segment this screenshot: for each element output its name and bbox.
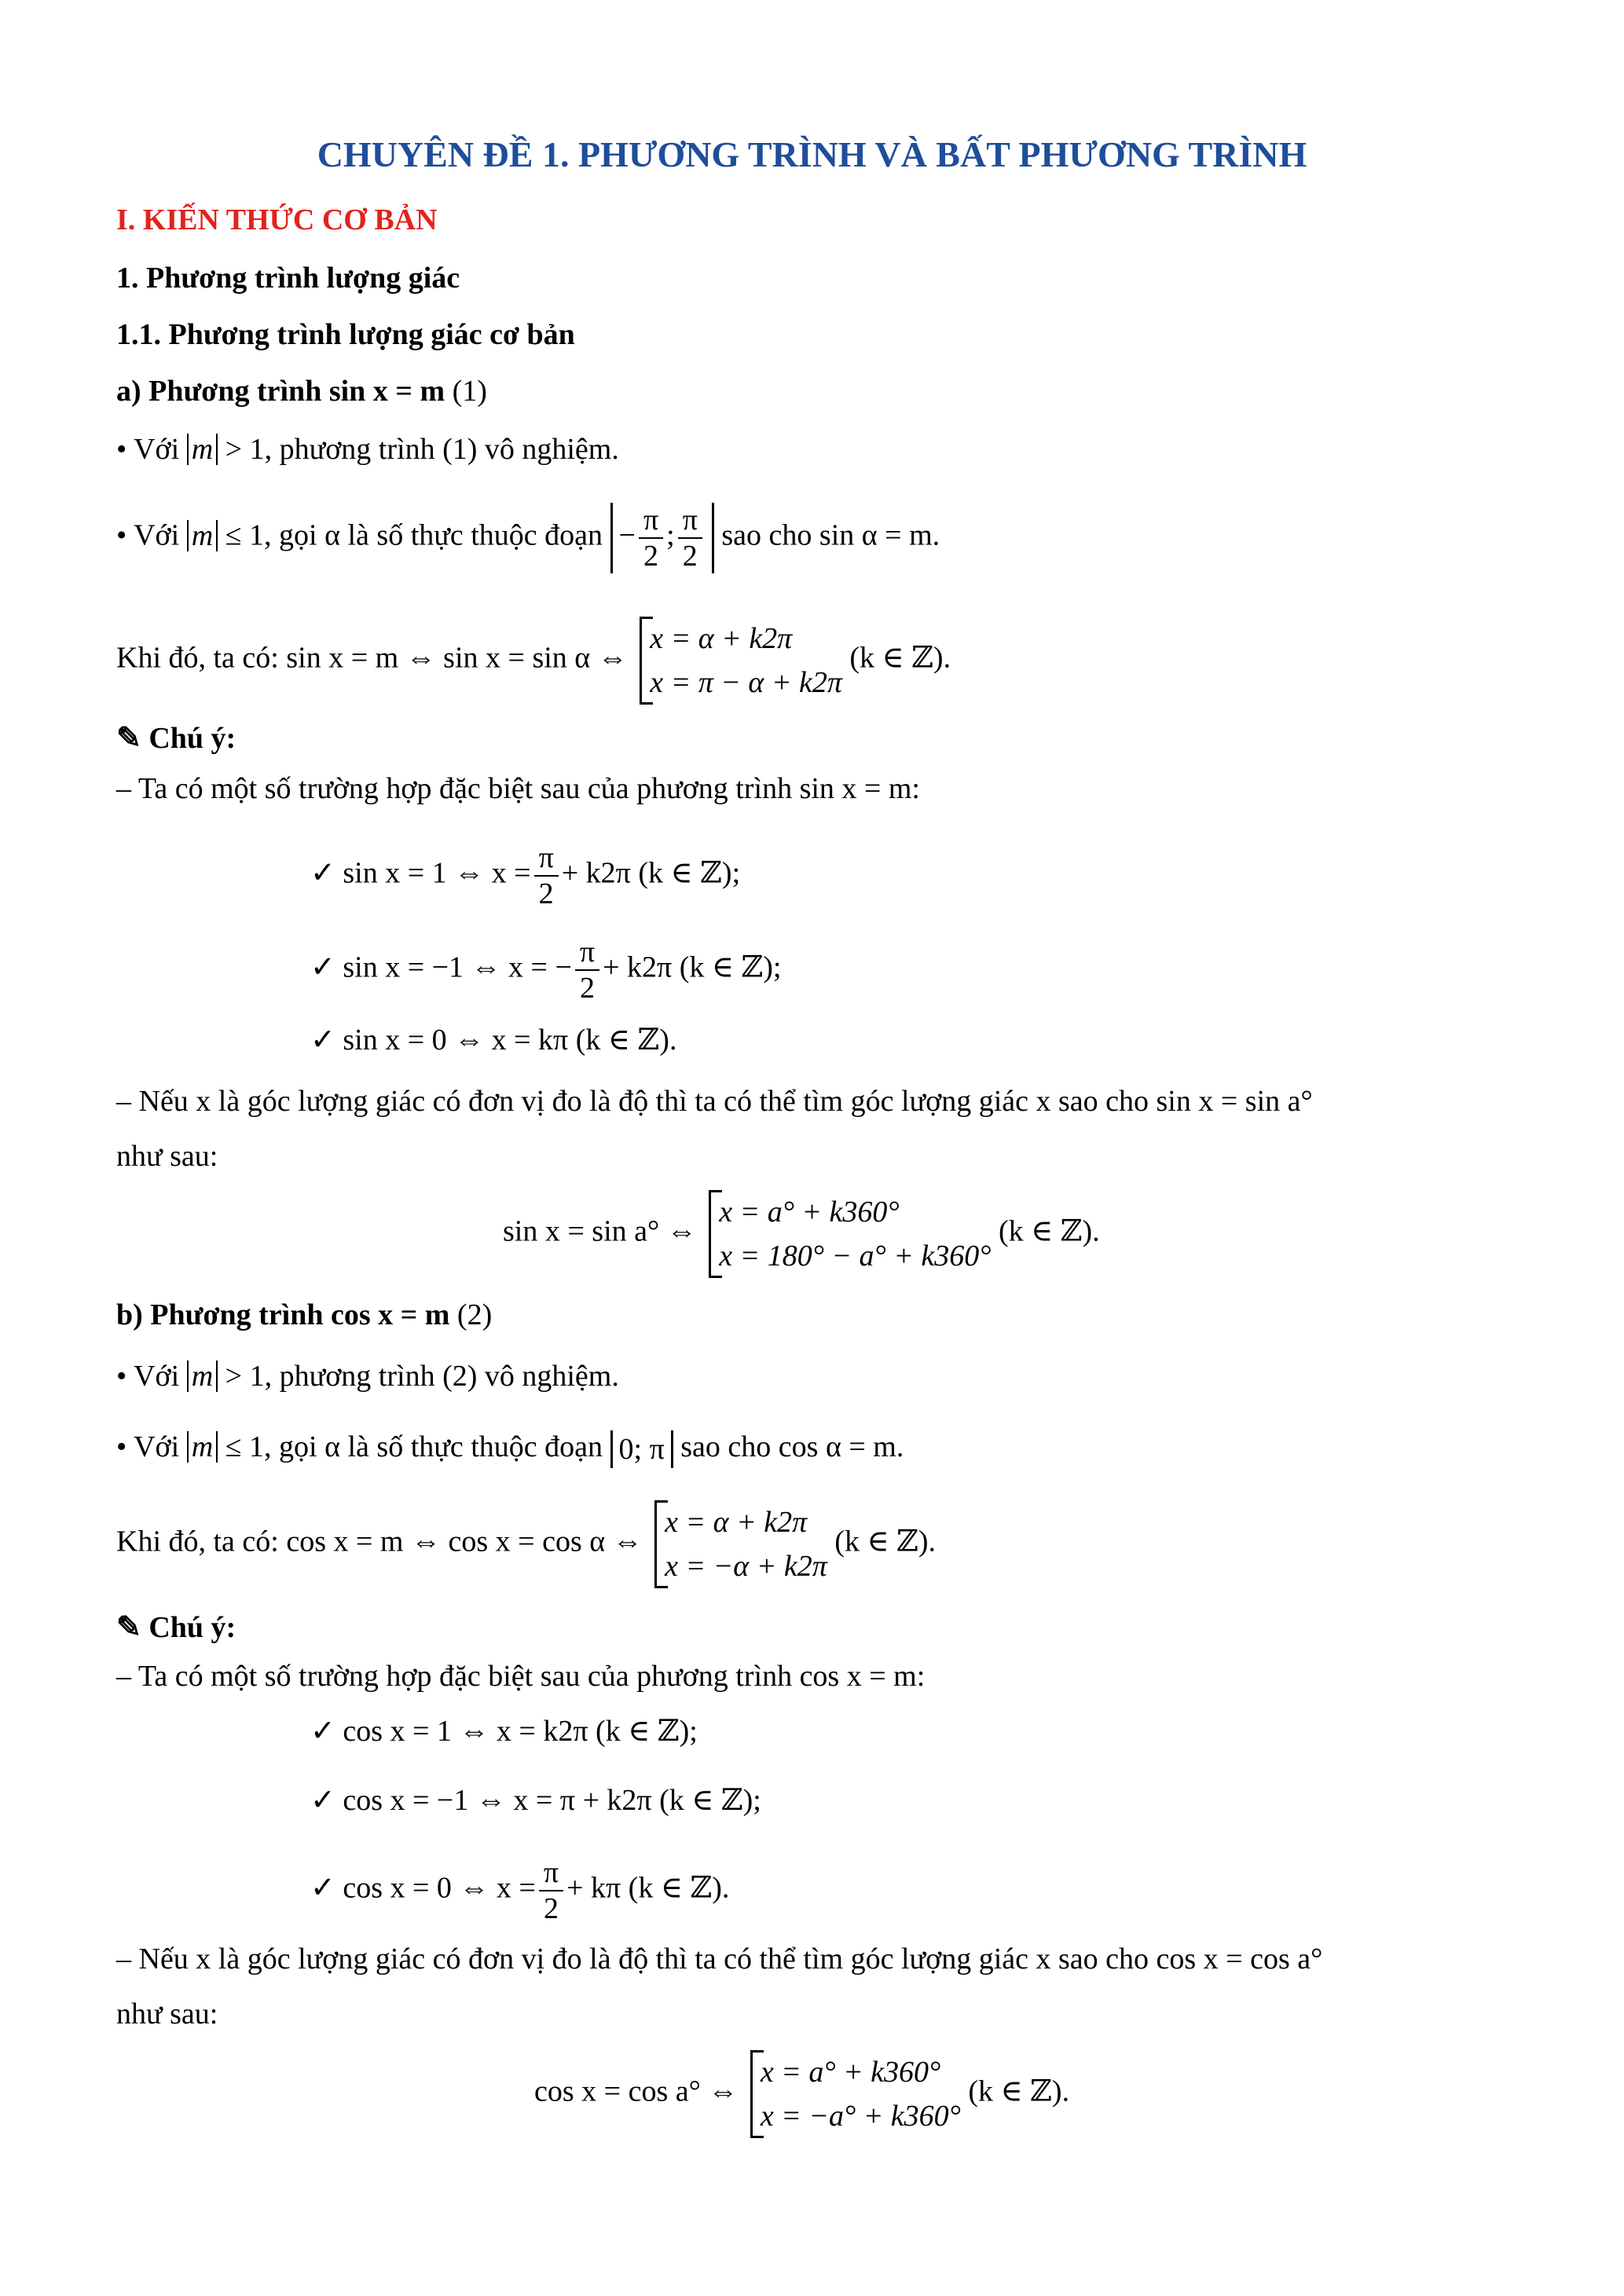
- paragraph: như sau:: [116, 1998, 218, 2031]
- check-icon: ✓: [310, 1715, 335, 1748]
- equation-system: x = α + k2π x = π − α + k2π: [640, 617, 842, 705]
- check-icon: ✓: [310, 856, 335, 890]
- pen-icon: ✎: [116, 722, 141, 755]
- case-line: ✓ cos x = 0 ⇔ x = $\frac{\pi}{2}$ + kπ (k ∈ ℤ).: [310, 1856, 730, 1925]
- section-heading: I. KIẾN THỨC CƠ BẢN: [116, 203, 438, 236]
- paragraph: – Nếu x là góc lượng giác có đơn vị đo là độ thì ta có thể tìm góc lượng giác x sao cho cos x = cos a°: [116, 1943, 1323, 1976]
- interval: 0; π: [610, 1430, 673, 1468]
- note-line: – Ta có một số trường hợp đặc biệt sau của phương trình sin x = m:: [116, 772, 920, 805]
- equation-system: x = a° + k360° x = 180° − a° + k360°: [709, 1190, 991, 1278]
- pen-icon: ✎: [116, 1611, 141, 1644]
- bullet-line: • Với m ≤ 1, gọi α là số thực thuộc đoạn 0; π sao cho cos α = m.: [116, 1428, 904, 1468]
- check-icon: ✓: [310, 1784, 335, 1817]
- subsection-a-heading: a) Phương trình sin x = m (1): [116, 375, 487, 408]
- paragraph: – Nếu x là góc lượng giác có đơn vị đo là độ thì ta có thể tìm góc lượng giác x sao cho sin x = sin a°: [116, 1085, 1313, 1118]
- bullet-line: • Với m ≤ 1, gọi α là số thực thuộc đoạn − $\frac{\pi}{2}$ ; $\frac{\pi}{2}$ sao cho sin α = m.: [116, 504, 940, 573]
- equation-system: x = a° + k360° x = −a° + k360°: [750, 2050, 961, 2138]
- bullet-line: • Với m > 1, phương trình (2) vô nghiệm.: [116, 1360, 619, 1393]
- check-icon: ✓: [310, 1871, 335, 1905]
- bullet-line: • Với m > 1, phương trình (1) vô nghiệm.: [116, 433, 619, 466]
- paragraph: như sau:: [116, 1140, 218, 1173]
- case-line: ✓ cos x = 1 ⇔ x = k2π (k ∈ ℤ);: [310, 1715, 698, 1748]
- case-line: ✓ cos x = −1 ⇔ x = π + k2π (k ∈ ℤ);: [310, 1784, 761, 1817]
- check-icon: ✓: [310, 950, 335, 984]
- case-line: ✓ sin x = 0 ⇔ x = kπ (k ∈ ℤ).: [310, 1023, 677, 1056]
- note-line: – Ta có một số trường hợp đặc biệt sau của phương trình cos x = m:: [116, 1660, 926, 1693]
- subsection-b-heading: b) Phương trình cos x = m (2): [116, 1298, 493, 1331]
- note-heading: ✎ Chú ý:: [116, 722, 236, 755]
- case-line: ✓ sin x = 1 ⇔ x = $\frac{\pi}{2}$ + k2π (k ∈ ℤ);: [310, 841, 741, 910]
- note-heading: ✎ Chú ý:: [116, 1611, 236, 1644]
- formula-line: sin x = sin a° ⇔ x = a° + k360° x = 180° − a° + k360° (k ∈ ℤ).: [503, 1190, 1100, 1278]
- interval: − $\frac{\pi}{2}$ ; $\frac{\pi}{2}$: [610, 503, 714, 573]
- subheading: 1.1. Phương trình lượng giác cơ bản: [116, 318, 575, 351]
- page-title: CHUYÊN ĐỀ 1. PHƯƠNG TRÌNH VÀ BẤT PHƯƠNG TRÌNH: [317, 134, 1307, 174]
- formula-line: cos x = cos a° ⇔ x = a° + k360° x = −a° + k360° (k ∈ ℤ).: [534, 2050, 1069, 2138]
- equation-system: x = α + k2π x = −α + k2π: [654, 1500, 827, 1588]
- formula-line: Khi đó, ta có: cos x = m ⇔ cos x = cos α ⇔ x = α + k2π x = −α + k2π (k ∈ ℤ).: [116, 1500, 936, 1588]
- check-icon: ✓: [310, 1023, 335, 1056]
- case-line: ✓ sin x = −1 ⇔ x = − $\frac{\pi}{2}$ + k2π (k ∈ ℤ);: [310, 936, 782, 1005]
- subheading: 1. Phương trình lượng giác: [116, 262, 460, 295]
- formula-line: Khi đó, ta có: sin x = m ⇔ sin x = sin α ⇔ x = α + k2π x = π − α + k2π (k ∈ ℤ).: [116, 617, 951, 705]
